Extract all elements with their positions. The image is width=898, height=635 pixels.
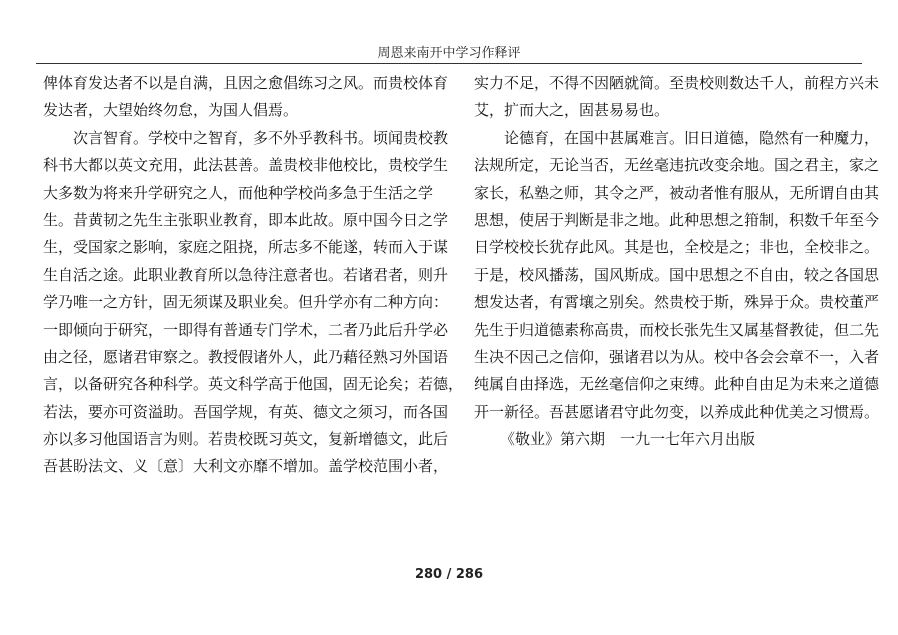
text-line: 思想，使居于判断是非之地。此种思想之箝制，积数千年至今 [474,210,880,229]
text-line: 俾体育发达者不以是自满，且因之愈倡练习之风。而贵校体育 [43,74,449,92]
text-line: 法规所定，无论当否，无丝毫违抗改变余地。国之君主，家之 [474,156,880,175]
text-line: 纯属自由择选，无丝毫信仰之束缚。此种自由足为未来之道德 [474,375,880,394]
text-line: 日学校校长犹存此风。其是也，全校是之；非也，全校非之。 [474,238,880,257]
text-line: 一即倾向于研究，一即得有普通专门学术，二者乃此后升学必 [43,320,449,339]
text-line: 科书大都以英文充用，此法甚善。盖贵校非他校比，贵校学生 [43,156,449,175]
text-line: 生。昔黄韧之先生主张职业教育，即本此故。原中国今日之学 [43,210,449,229]
text-line: 生，受国家之影响，家庭之阻挠，所志多不能遂，转而入于谋 [43,238,449,257]
left-column [43,70,464,481]
header-rule [36,63,862,64]
text-line: 由之径，愿诸君审察之。教授假诸外人，此乃藉径熟习外国语 [43,347,449,366]
right-column [474,70,880,453]
text-line: 亦以多习他国语言为则。若贵校既习英文，复新增德文，此后 [43,430,449,449]
text-line: 艾，扩而大之，固甚易易也。 [474,101,670,120]
source-note: 《敬业》第六期 一九一七年六月出版 [500,430,756,449]
text-line: 于是，校风播荡，国风斯成。国中思想之不自由，较之各国思 [474,265,880,284]
text-line: 开一新径。吾甚愿诸君守此勿变，以养成此种优美之习惯焉。 [474,402,880,421]
text-line: 想发达者，有霄壤之别矣。然贵校于斯，殊异于众。贵校董严 [474,293,880,312]
running-header: 周恩来南开中学习作释评 [377,46,521,61]
text-line: 实力不足，不得不因陋就简。至贵校则数达千人，前程方兴未 [474,74,880,92]
text-line: 若法，要亦可资溢助。吾国学规，有英、德文之须习，而各国 [43,402,449,421]
text-line: 先生于归道德素称高贵，而校长张先生又属基督教徒，但二先 [474,320,880,339]
text-line: 言，以备研究各种科学。英文科学高于他国，固无论矣；若德， [43,375,464,394]
text-line: 次言智育。学校中之智育，多不外乎教科书。顷闻贵校教 [73,128,449,147]
text-line: 论德育，在国中甚属难言。旧日道德，隐然有一种魔力， [504,128,880,147]
page-number: 280 / 286 [414,567,484,582]
text-line: 生自活之途。此职业教育所以急待注意者也。若诸君者，则升 [43,265,449,284]
text-line: 学乃唯一之方针，固无须谋及职业矣。但升学亦有二种方向： [43,293,449,312]
text-line: 大多数为将来升学研究之人，而他种学校尚多急于生活之学 [43,183,434,202]
text-line: 家长，私塾之师，其令之严，被动者惟有服从，无所谓自由其 [474,183,880,202]
text-line: 发达者，大望始终勿怠，为国人倡焉。 [43,101,299,120]
text-line: 吾甚盼法文、义〔意〕大利文亦靡不增加。盖学校范围小者， [43,457,449,476]
text-line: 生决不因己之信仰，强诸君以为从。校中各会会章不一，入者 [474,347,880,366]
